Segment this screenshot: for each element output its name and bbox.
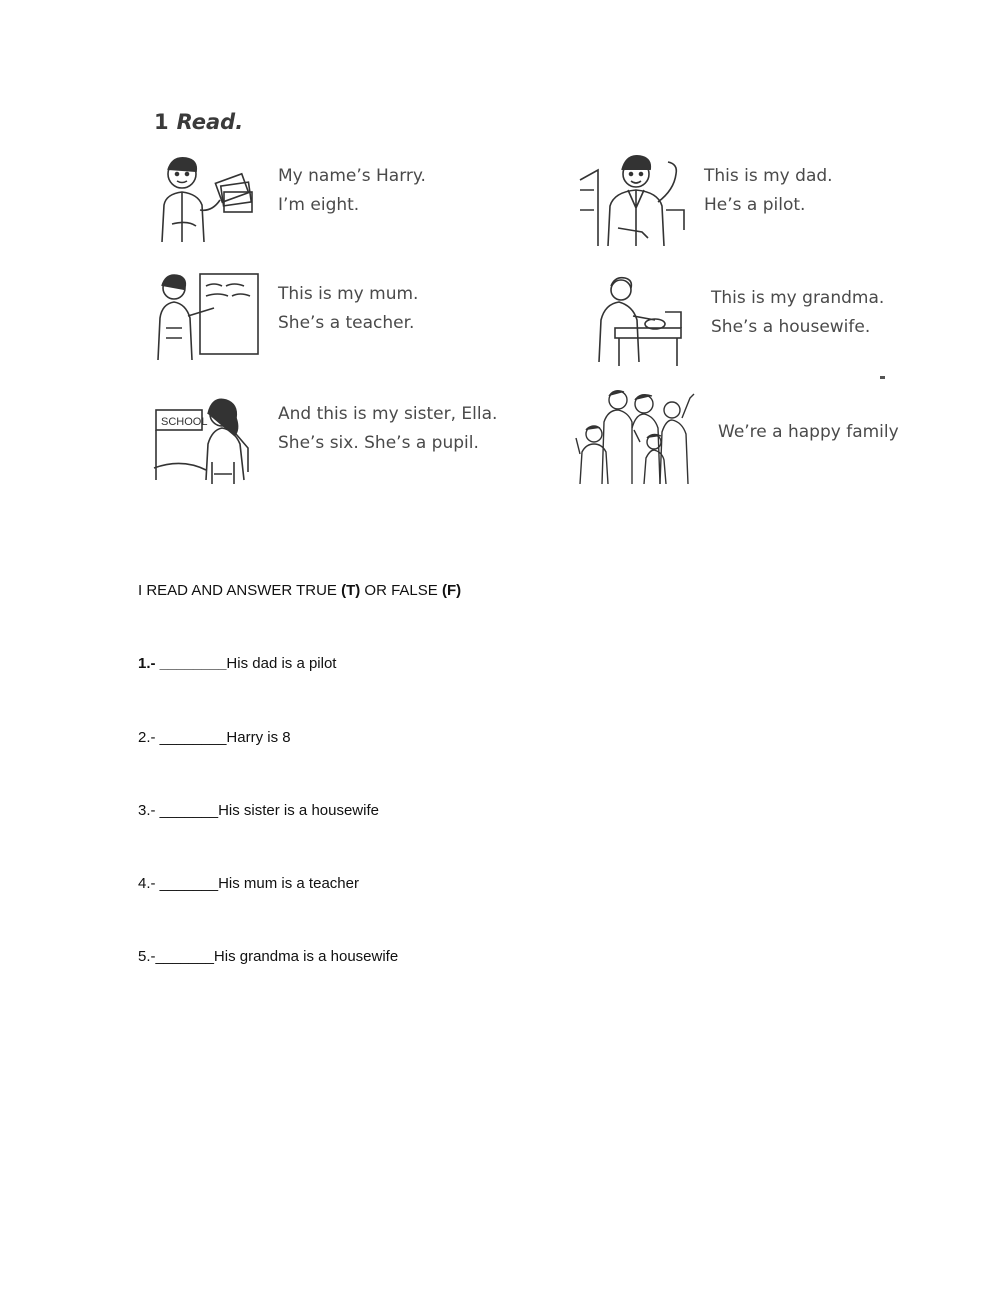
stray-mark	[880, 376, 885, 379]
question-1	[138, 655, 336, 672]
harry-line-1: My name’s Harry.	[278, 166, 426, 186]
question-text: His dad is a pilot	[226, 655, 337, 672]
card-mum	[152, 268, 572, 368]
question-number: 1.-	[138, 655, 156, 672]
answer-blank[interactable]: _______	[155, 802, 219, 819]
sister-line-2: She’s six. She’s a pupil.	[278, 433, 479, 453]
family-line-1: We’re a happy family	[718, 422, 899, 442]
dad-line-1: This is my dad.	[704, 166, 833, 186]
instructions	[138, 582, 461, 599]
question-text: His sister is a housewife	[218, 802, 379, 819]
card-grandma	[585, 272, 1000, 372]
sister-text	[278, 400, 497, 458]
instructions-false: (F)	[441, 582, 462, 599]
instructions-middle: OR FALSE	[360, 582, 442, 599]
harry-line-2: I’m eight.	[278, 195, 360, 215]
dad-illustration	[578, 150, 688, 246]
instructions-prefix: I READ AND ANSWER TRUE	[138, 582, 342, 599]
dad-text	[704, 162, 833, 220]
answer-blank[interactable]: ________	[155, 655, 227, 672]
question-text: His mum is a teacher	[218, 875, 359, 892]
grandma-line-2: She’s a housewife.	[711, 317, 871, 337]
mum-line-2: She’s a teacher.	[278, 313, 415, 333]
instructions-true: (T)	[341, 582, 361, 599]
question-number: 3.-	[138, 802, 156, 819]
grandma-text	[711, 284, 884, 342]
mum-text	[278, 280, 418, 338]
question-number: 5.-	[138, 948, 156, 965]
card-dad	[578, 150, 998, 250]
grandma-illustration	[585, 272, 695, 368]
school-sign: SCHOOL	[161, 416, 208, 428]
question-3	[138, 802, 379, 819]
question-5	[138, 948, 398, 965]
card-harry	[152, 150, 572, 250]
answer-blank[interactable]: _______	[155, 875, 219, 892]
card-sister	[152, 388, 572, 488]
question-number: 4.-	[138, 875, 156, 892]
question-4	[138, 875, 359, 892]
exercise-heading	[154, 110, 243, 134]
question-2	[138, 729, 291, 746]
answer-blank[interactable]: _______	[155, 948, 214, 965]
mum-illustration	[152, 268, 262, 364]
card-family	[568, 388, 988, 488]
question-text: His grandma is a housewife	[213, 948, 399, 965]
family-illustration	[574, 388, 696, 484]
question-number: 2.-	[138, 729, 156, 746]
family-text	[718, 418, 899, 447]
harry-text	[278, 162, 426, 220]
mum-line-1: This is my mum.	[278, 284, 419, 304]
exercise-title: Read.	[176, 110, 244, 134]
sister-illustration	[152, 388, 262, 484]
answer-blank[interactable]: ________	[155, 729, 227, 746]
question-text: Harry is 8	[226, 729, 291, 746]
sister-line-1: And this is my sister, Ella.	[278, 404, 498, 424]
grandma-line-1: This is my grandma.	[711, 288, 885, 308]
harry-illustration	[152, 150, 262, 246]
exercise-number: 1	[154, 110, 169, 134]
dad-line-2: He’s a pilot.	[704, 195, 806, 215]
